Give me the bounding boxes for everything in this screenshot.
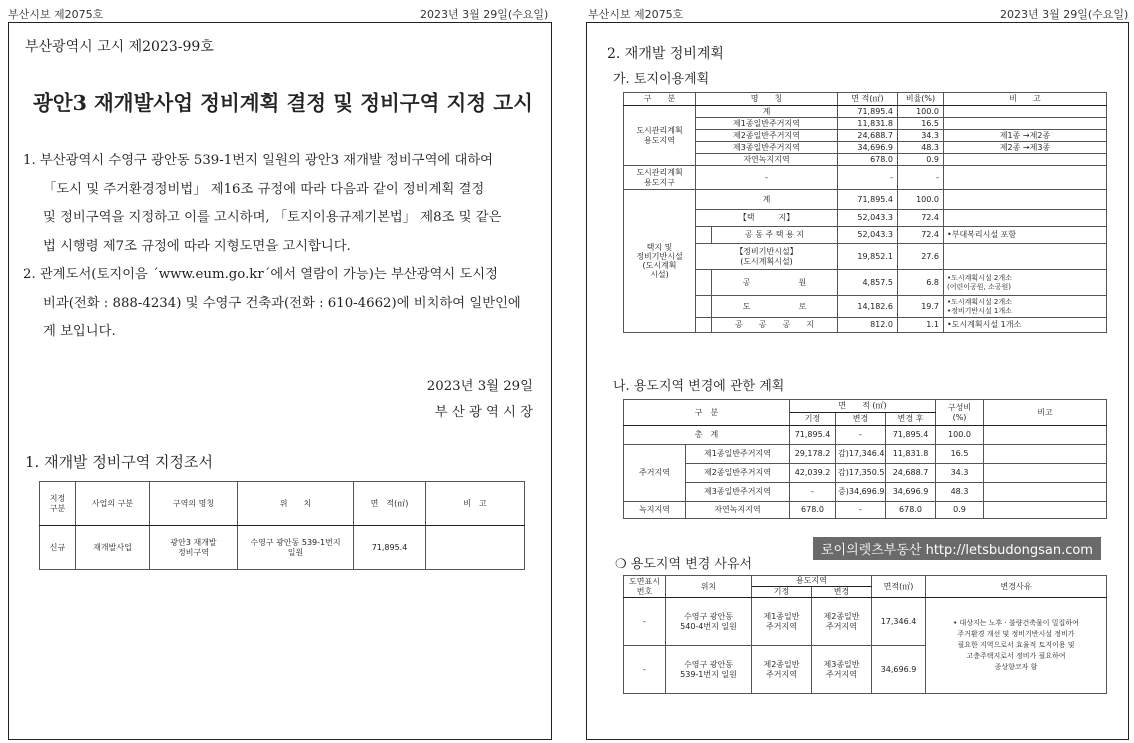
col-header-project: 사업의 구분 [76, 482, 150, 526]
cell-ratio: 6.8 [898, 270, 944, 296]
cell-note [984, 502, 1107, 519]
cell-location: 수영구 광안동 539-1번지 일원 [238, 526, 354, 570]
table-row [624, 190, 1107, 210]
cell-no: - [624, 598, 666, 646]
col-header-name: 구역의 명칭 [150, 482, 238, 526]
cell-ratio: 27.6 [898, 244, 944, 270]
paragraph-2 [23, 261, 543, 347]
cell-ratio: 48.3 [898, 142, 944, 154]
cell-note [426, 526, 525, 570]
table-row [624, 154, 1107, 166]
cell-ratio: 72.4 [898, 227, 944, 244]
row-label-total: 총 계 [624, 426, 790, 445]
right-header-bulletin: 부산시보 제2075호 [588, 8, 684, 21]
district-table [39, 481, 525, 570]
group-label-district: 도시관리계획 용도지구 [624, 166, 696, 190]
cell-area: 678.0 [838, 154, 898, 166]
cell-project: 재개발사업 [76, 526, 150, 570]
cell-area: 71,895.4 [838, 190, 898, 210]
paragraph-1-line: 법 시행령 제7조 규정에 따라 지형도면을 고시합니다. [43, 238, 351, 254]
col-header-ratio: 비율(%) [898, 93, 944, 106]
cell-note [944, 190, 1107, 210]
cell-name: 공 동 주 택 용 지 [712, 227, 838, 244]
table-row [624, 483, 1107, 502]
cell-ratio: 100.0 [936, 426, 984, 445]
cell-location: 수영구 광안동 539-1번지 일원 [666, 646, 752, 694]
cell-after: 24,688.7 [886, 464, 936, 483]
cell-name: 공 공 공 지 [712, 318, 838, 333]
cell-area: 24,688.7 [838, 130, 898, 142]
sub-a-title: 가. 토지이용계획 [613, 72, 710, 87]
paragraph-1-line: 「도시 및 주거환경정비법」 제16조 규정에 따라 다음과 같이 정비계획 결정 [43, 181, 485, 197]
cell-note [984, 483, 1107, 502]
cell-zone: 제3종일반주거지역 [686, 483, 790, 502]
cell-existing: 42,039.2 [790, 464, 836, 483]
col-header-gubun: 구 분 [624, 93, 696, 106]
cell-after: 71,895.4 [886, 426, 936, 445]
table-row [624, 318, 1107, 333]
cell-area: 71,895.4 [354, 526, 426, 570]
col-header-note: 비고 [984, 400, 1107, 426]
cell-reason: • 대상지는 노후 · 불량건축물이 밀집하여 주거환경 개선 및 정비기반시설 정비가 필요한 지역으로서 효율적 토지이용 및 고층주택지로서 정비가 필요하여 종상향코자 함 [926, 598, 1107, 694]
paragraph-1-line: 및 정비구역을 지정하고 이를 고시하며, 「토지이용규제기본법」 제8조 및 같은 [43, 210, 502, 225]
col-header-area: 면 적 (㎡) [790, 400, 936, 413]
cell-area: 71,895.4 [838, 106, 898, 118]
cell-no: - [624, 646, 666, 694]
cell-area: 52,043.3 [838, 210, 898, 227]
cell-note [944, 154, 1107, 166]
cell-note [944, 166, 1107, 190]
col-header-zone: 용도지역 [752, 576, 872, 587]
cell-change: 감)17,350.5 [836, 464, 886, 483]
cell-ratio: 72.4 [898, 210, 944, 227]
row-label-residential: 주거지역 [624, 445, 686, 502]
cell-note [944, 210, 1107, 227]
table-header-row [40, 482, 525, 526]
cell-change: 증)34,696.9 [836, 483, 886, 502]
cell-name: 계 [696, 190, 838, 210]
cell-area: 812.0 [838, 318, 898, 333]
notice-number: 부산광역시 고시 제2023-99호 [25, 39, 214, 55]
cell-ratio: 100.0 [898, 190, 944, 210]
cell-area: 17,346.4 [872, 598, 926, 646]
col-header-location: 위치 [666, 576, 752, 598]
cell-ratio: 16.5 [898, 118, 944, 130]
signer: 부 산 광 역 시 장 [434, 405, 533, 420]
left-header-date: 2023년 3월 29일(수요일) [420, 8, 549, 21]
col-header-after: 변경 후 [886, 413, 936, 426]
cell-note [984, 464, 1107, 483]
table-row [624, 270, 1107, 296]
paragraph-2-line: 2. 관계도서(토지이음 ˊwww.eum.go.krˊ에서 열람이 가능)는 부산광역시 도시정 [23, 267, 498, 282]
col-header-area: 면적(㎡) [872, 576, 926, 598]
col-header-note: 비 고 [944, 93, 1107, 106]
paragraph-1-line: 1. 부산광역시 수영구 광안동 539-1번지 일원의 광안3 재개발 정비구역에 대하여 [23, 153, 494, 168]
col-header-name: 명 칭 [696, 93, 838, 106]
cell-name: 【정비기반시설】 (도시계획시설) [696, 244, 838, 270]
table-row [624, 464, 1107, 483]
cell-existing: 29,178.2 [790, 445, 836, 464]
cell-ratio: 16.5 [936, 445, 984, 464]
cell-note: 제1종 →제2종 [944, 130, 1107, 142]
cell-existing: 제1종일반 주거지역 [752, 598, 812, 646]
cell-area: 11,831.8 [838, 118, 898, 130]
cell-area: 14,182.6 [838, 296, 898, 318]
paragraph-2-line: 비과(전화 : 888-4234) 및 수영구 건축과(전화 : 610-4662)에 비치하여 일반인에 [43, 295, 521, 311]
cell-note: 제2종 →제3종 [944, 142, 1107, 154]
cell-type: 신규 [40, 526, 76, 570]
cell-name: 도 로 [712, 296, 838, 318]
cell-area: 34,696.9 [872, 646, 926, 694]
col-header-existing: 기정 [790, 413, 836, 426]
cell-area: 4,857.5 [838, 270, 898, 296]
table-header-row [624, 576, 1107, 587]
cell-ratio: 34.3 [898, 130, 944, 142]
cell-ratio: 34.3 [936, 464, 984, 483]
cell-existing: 제2종일반 주거지역 [752, 646, 812, 694]
cell-note [984, 445, 1107, 464]
right-page [586, 22, 1129, 740]
cell-name: - [696, 166, 838, 190]
cell-note [984, 426, 1107, 445]
section-2-title: 2. 재개발 정비계획 [607, 46, 724, 62]
left-header-bulletin: 부산시보 제2075호 [8, 8, 104, 21]
table-header-row [624, 400, 1107, 413]
cell-area: - [838, 166, 898, 190]
zone-change-table [623, 399, 1107, 519]
cell-note: •도시계획시설 2개소 (어린이공원, 소공원) [944, 270, 1107, 296]
cell-name: 광안3 재개발 정비구역 [150, 526, 238, 570]
table-row [624, 244, 1107, 270]
group-label-site: 택지 및 정비기반시설 (도시계획 시설) [624, 190, 696, 333]
cell-zone: 자연녹지지역 [686, 502, 790, 519]
cell-change: 제2종일반 주거지역 [812, 598, 872, 646]
col-header-existing: 기정 [752, 587, 812, 598]
notice-date: 2023년 3월 29일 [426, 379, 533, 394]
col-header-gubun: 구 분 [624, 400, 790, 426]
cell-after: 34,696.9 [886, 483, 936, 502]
land-use-table [623, 92, 1107, 333]
cell-name: 제1종일반주거지역 [696, 118, 838, 130]
table-row [624, 296, 1107, 318]
cell-name: 【택 지】 [696, 210, 838, 227]
table-row [624, 106, 1107, 118]
col-header-area: 면 적(㎡) [354, 482, 426, 526]
row-label-green: 녹지지역 [624, 502, 686, 519]
cell-ratio: 19.7 [898, 296, 944, 318]
cell-name: 계 [696, 106, 838, 118]
cell-existing: 71,895.4 [790, 426, 836, 445]
cell-note: •도시계획시설 1개소 [944, 318, 1107, 333]
cell-after: 678.0 [886, 502, 936, 519]
cell-note: •부대복리시설 포함 [944, 227, 1107, 244]
cell-change: 감)17,346.4 [836, 445, 886, 464]
cell-ratio: 100.0 [898, 106, 944, 118]
cell-name: 제3종일반주거지역 [696, 142, 838, 154]
table-row [624, 118, 1107, 130]
cell-ratio: - [898, 166, 944, 190]
cell-area: 52,043.3 [838, 227, 898, 244]
table-row [624, 227, 1107, 244]
cell-change: - [836, 426, 886, 445]
cell-ratio: 48.3 [936, 483, 984, 502]
cell-area: 19,852.1 [838, 244, 898, 270]
table-row [624, 502, 1107, 519]
watermark-banner: 로이의렛츠부동산 http://letsbudongsan.com [813, 537, 1101, 560]
cell-after: 11,831.8 [886, 445, 936, 464]
cell-note [944, 106, 1107, 118]
zone-reason-table [623, 575, 1107, 694]
page-title: 광안3 재개발사업 정비계획 결정 및 정비구역 지정 고시 [33, 91, 533, 115]
cell-ratio: 0.9 [898, 154, 944, 166]
reason-title: ❍ 용도지역 변경 사유서 [615, 557, 753, 572]
cell-change: - [836, 502, 886, 519]
cell-area: 34,696.9 [838, 142, 898, 154]
cell-change: 제3종일반 주거지역 [812, 646, 872, 694]
table-row [624, 130, 1107, 142]
col-header-location: 위 치 [238, 482, 354, 526]
cell-ratio: 0.9 [936, 502, 984, 519]
cell-location: 수영구 광안동 540-4번지 일원 [666, 598, 752, 646]
table-row [624, 210, 1107, 227]
table-row [624, 426, 1107, 445]
cell-zone: 제2종일반주거지역 [686, 464, 790, 483]
col-header-type: 지정 구분 [40, 482, 76, 526]
cell-name: 자연녹지지역 [696, 154, 838, 166]
col-header-reason: 변경사유 [926, 576, 1107, 598]
paragraph-1 [23, 147, 543, 261]
cell-note [944, 118, 1107, 130]
cell-zone: 제1종일반주거지역 [686, 445, 790, 464]
table-row [624, 445, 1107, 464]
cell-name: 공 원 [712, 270, 838, 296]
left-page [8, 22, 552, 740]
col-header-ratio: 구성비 (%) [936, 400, 984, 426]
col-header-no: 도면표시 번호 [624, 576, 666, 598]
cell-note [944, 244, 1107, 270]
cell-name: 제2종일반주거지역 [696, 130, 838, 142]
col-header-change: 변경 [812, 587, 872, 598]
cell-existing: 678.0 [790, 502, 836, 519]
col-header-area: 면 적(㎡) [838, 93, 898, 106]
cell-note: •도시계획시설 2개소 •정비기반시설 1개소 [944, 296, 1107, 318]
group-label-zone: 도시관리계획 용도지역 [624, 106, 696, 166]
sub-b-title: 나. 용도지역 변경에 관한 계획 [613, 379, 785, 394]
cell-ratio: 1.1 [898, 318, 944, 333]
table-row [624, 142, 1107, 154]
paragraph-2-line: 게 보입니다. [43, 324, 116, 339]
table-row [624, 598, 1107, 646]
right-header-date: 2023년 3월 29일(수요일) [1000, 8, 1129, 21]
table-header-row [624, 93, 1107, 106]
cell-existing: - [790, 483, 836, 502]
col-header-change: 변경 [836, 413, 886, 426]
section-1-title: 1. 재개발 정비구역 지정조서 [25, 453, 214, 471]
table-row [624, 166, 1107, 190]
col-header-note: 비 고 [426, 482, 525, 526]
table-row [40, 526, 525, 570]
